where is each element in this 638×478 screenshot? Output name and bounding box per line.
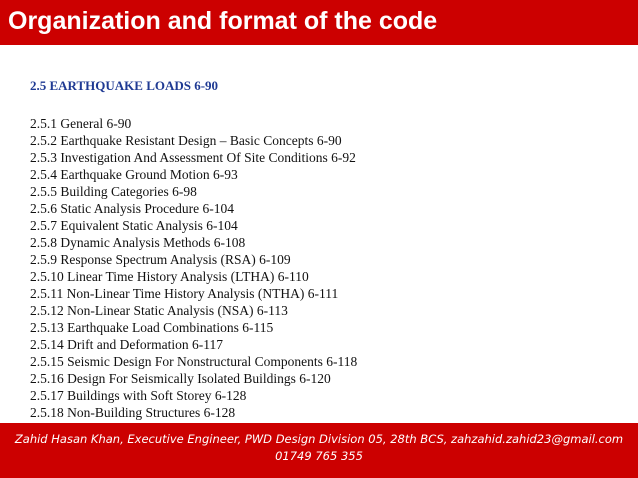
toc-item: 2.5.16 Design For Seismically Isolated Buildings 6-120 (30, 371, 331, 386)
toc-item: 2.5.9 Response Spectrum Analysis (RSA) 6-109 (30, 252, 291, 267)
toc-item: 2.5.11 Non-Linear Time History Analysis (NTHA) 6-111 (30, 286, 339, 301)
toc-item: 2.5.5 Building Categories 6-98 (30, 184, 197, 199)
toc-item: 2.5.1 General 6-90 (30, 116, 132, 131)
toc-item: 2.5.15 Seismic Design For Nonstructural Components 6-118 (30, 354, 358, 369)
toc-item: 2.5.12 Non-Linear Static Analysis (NSA) 6-113 (30, 303, 288, 318)
footer-phone: 01749 765 355 (275, 449, 363, 463)
toc-list (30, 115, 357, 421)
title-bar (0, 0, 638, 45)
toc-item: 2.5.3 Investigation And Assessment Of Site Conditions 6-92 (30, 150, 356, 165)
toc-item: 2.5.2 Earthquake Resistant Design – Basic Concepts 6-90 (30, 133, 342, 148)
toc-item: 2.5.4 Earthquake Ground Motion 6-93 (30, 167, 238, 182)
slide-title: Organization and format of the code (8, 7, 438, 35)
toc-item: 2.5.10 Linear Time History Analysis (LTHA) 6-110 (30, 269, 309, 284)
toc-item: 2.5.6 Static Analysis Procedure 6-104 (30, 201, 234, 216)
toc-item: 2.5.7 Equivalent Static Analysis 6-104 (30, 218, 238, 233)
section-heading: 2.5 EARTHQUAKE LOADS 6-90 (30, 78, 219, 93)
footer-bar (0, 423, 638, 478)
toc-item: 2.5.14 Drift and Deformation 6-117 (30, 337, 223, 352)
toc-item: 2.5.13 Earthquake Load Combinations 6-115 (30, 320, 274, 335)
toc-item: 2.5.8 Dynamic Analysis Methods 6-108 (30, 235, 246, 250)
toc-item: 2.5.17 Buildings with Soft Storey 6-128 (30, 388, 247, 403)
footer-author: Zahid Hasan Khan, Executive Engineer, PWD Design Division 05, 28th BCS, zahzahid.zahid23@gmail.com (14, 432, 624, 446)
toc-item: 2.5.18 Non-Building Structures 6-128 (30, 405, 236, 420)
